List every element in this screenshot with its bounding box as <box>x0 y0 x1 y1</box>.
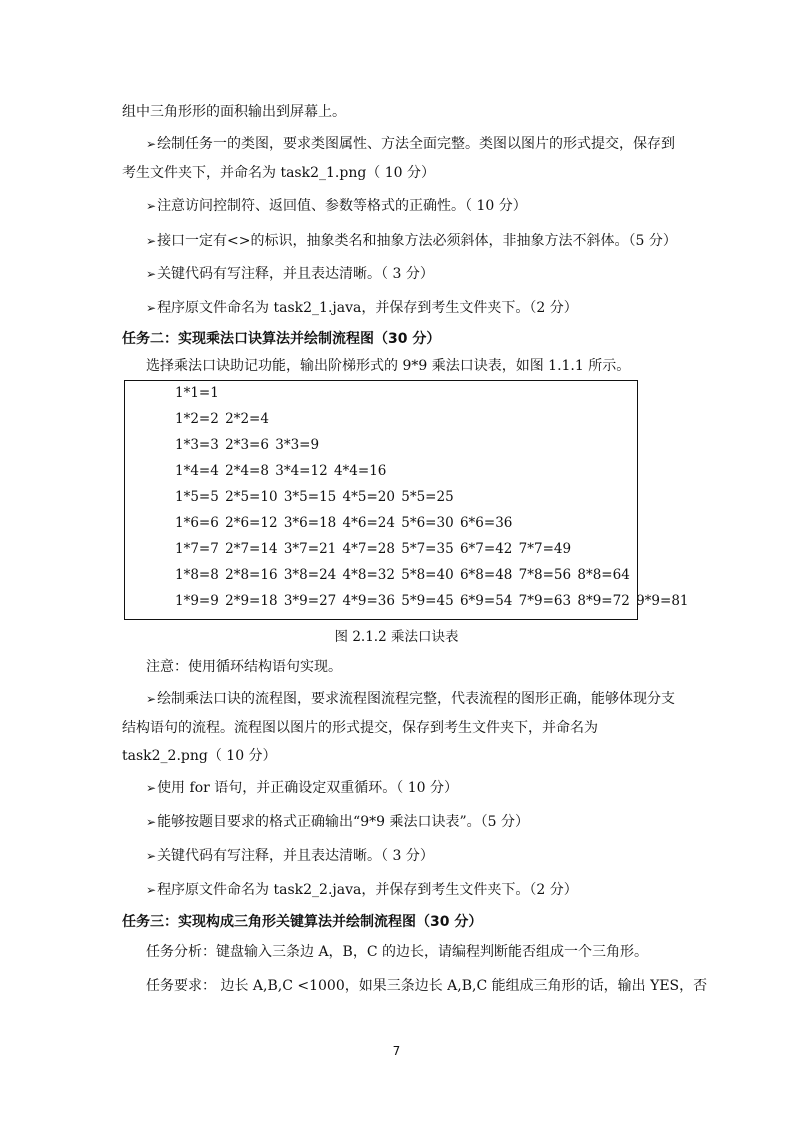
task2-note: 注意：使用循环结构语句实现。 <box>146 659 342 675</box>
task1-item-4: ➢关键代码有写注释，并且表达清晰。（ 3 分） <box>146 266 434 282</box>
table-row: 1*8=8 2*8=16 3*8=24 4*8=32 5*8=40 6*8=48 7*8=56 8*8=64 <box>175 567 630 583</box>
bullet-icon: ➢ <box>146 692 157 706</box>
bullet-icon: ➢ <box>146 267 157 281</box>
task1-item-5: ➢程序原文件命名为 task2_1.java，并保存到考生文件夹下。（2 分） <box>146 300 578 316</box>
task2-item-4: ➢关键代码有写注释，并且表达清晰。（ 3 分） <box>146 848 434 864</box>
bullet-icon: ➢ <box>146 199 157 213</box>
table-row: 1*2=2 2*2=4 <box>175 411 269 427</box>
multiplication-table-box <box>124 380 689 620</box>
bullet-icon: ➢ <box>146 781 157 795</box>
task2-item-3: ➢能够按题目要求的格式正确输出“9*9 乘法口诀表”。（5 分） <box>146 814 529 830</box>
bullet-icon: ➢ <box>146 137 157 151</box>
task1-item-1: ➢绘制任务一的类图，要求类图属性、方法全面完整。类图以图片的形式提交，保存到 <box>146 136 676 152</box>
bullet-icon: ➢ <box>146 815 157 829</box>
task2-item-1: ➢绘制乘法口诀的流程图，要求流程图流程完整，代表流程的图形正确，能够体现分支 <box>146 691 676 707</box>
task2-description: 选择乘法口诀助记功能，输出阶梯形式的 9*9 乘法口诀表，如图 1.1.1 所示。 <box>146 358 631 374</box>
bullet-icon: ➢ <box>146 849 157 863</box>
table-row: 1*6=6 2*6=12 3*6=18 4*6=24 5*6=30 6*6=36 <box>175 515 513 531</box>
table-row: 1*7=7 2*7=14 3*7=21 4*7=28 5*7=35 6*7=42 7*7=49 <box>175 541 572 557</box>
page-number: 7 <box>392 1044 401 1058</box>
table-caption: 图 2.1.2 乘法口诀表 <box>334 629 459 645</box>
table-row: 1*5=5 2*5=10 3*5=15 4*5=20 5*5=25 <box>175 489 454 505</box>
task1-item-1-continued: 考生文件夹下，并命名为 task2_1.png（ 10 分） <box>122 165 436 181</box>
table-row: 1*1=1 <box>175 385 219 401</box>
intro-line: 组中三角形形的面积输出到屏幕上。 <box>122 104 346 120</box>
task2-item-1-line2: 结构语句的流程。流程图以图片的形式提交，保存到考生文件夹下，并命名为 <box>122 720 598 736</box>
table-row: 1*4=4 2*4=8 3*4=12 4*4=16 <box>175 463 387 479</box>
bullet-icon: ➢ <box>146 234 157 248</box>
task2-item-2: ➢使用 for 语句，并正确设定双重循环。（ 10 分） <box>146 780 458 796</box>
task2-heading: 任务二：实现乘法口诀算法并绘制流程图（30 分） <box>122 331 441 347</box>
table-row: 1*9=9 2*9=18 3*9=27 4*9=36 5*9=45 6*9=54 7*9=63 8*9=72 9*9=81 <box>175 593 689 609</box>
task1-item-3: ➢接口一定有<>的标识，抽象类名和抽象方法必须斜体，非抽象方法不斜体。（5 分） <box>146 233 677 249</box>
task3-requirement: 任务要求： 边长 A,B,C <1000，如果三条边长 A,B,C 能组成三角形的话，输出 YES，否 <box>146 978 708 994</box>
task3-heading: 任务三：实现构成三角形关键算法并绘制流程图（30 分） <box>122 914 483 930</box>
bullet-icon: ➢ <box>146 301 157 315</box>
task2-item-5: ➢程序原文件命名为 task2_2.java，并保存到考生文件夹下。（2 分） <box>146 882 578 898</box>
task2-item-1-line3: task2_2.png（ 10 分） <box>122 748 277 764</box>
task1-item-2: ➢注意访问控制符、返回值、参数等格式的正确性。（ 10 分） <box>146 198 527 214</box>
bullet-icon: ➢ <box>146 883 157 897</box>
task3-analysis: 任务分析：键盘输入三条边 A，B，C 的边长，请编程判断能否组成一个三角形。 <box>146 944 649 960</box>
table-row: 1*3=3 2*3=6 3*3=9 <box>175 437 320 453</box>
